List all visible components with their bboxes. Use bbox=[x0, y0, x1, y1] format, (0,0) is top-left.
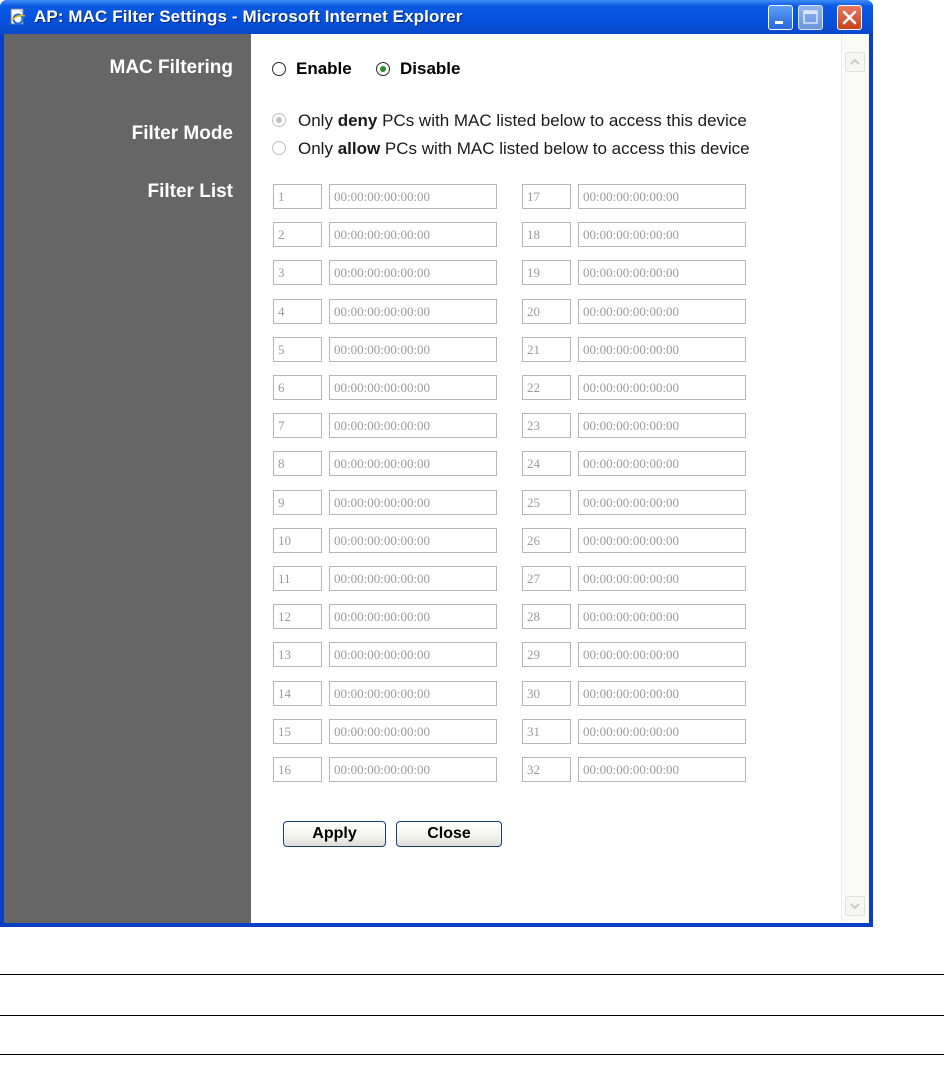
filter-index-field[interactable]: 19 bbox=[522, 260, 571, 285]
mac-address-field[interactable]: 00:00:00:00:00:00 bbox=[578, 184, 746, 209]
mac-address-field[interactable]: 00:00:00:00:00:00 bbox=[578, 375, 746, 400]
filter-index-field[interactable]: 23 bbox=[522, 413, 571, 438]
mac-address-field[interactable]: 00:00:00:00:00:00 bbox=[329, 451, 497, 476]
disable-radio[interactable] bbox=[376, 62, 390, 76]
deny-mode-label: Only deny PCs with MAC listed below to access this device bbox=[298, 111, 747, 130]
mac-address-field[interactable]: 00:00:00:00:00:00 bbox=[578, 413, 746, 438]
mac-address-field[interactable]: 00:00:00:00:00:00 bbox=[329, 528, 497, 553]
settings-form bbox=[251, 34, 841, 923]
mac-address-field[interactable]: 00:00:00:00:00:00 bbox=[329, 490, 497, 515]
mac-address-field[interactable]: 00:00:00:00:00:00 bbox=[329, 375, 497, 400]
minimize-button[interactable] bbox=[768, 5, 793, 30]
filter-index-field[interactable]: 10 bbox=[273, 528, 322, 553]
ie-page-icon bbox=[9, 8, 27, 26]
chevron-down-icon bbox=[846, 897, 864, 915]
filter-index-field[interactable]: 15 bbox=[273, 719, 322, 744]
mac-address-field[interactable]: 00:00:00:00:00:00 bbox=[578, 566, 746, 591]
filter-index-field[interactable]: 20 bbox=[522, 299, 571, 324]
enable-radio-label: Enable bbox=[296, 59, 352, 78]
scroll-up-button[interactable] bbox=[845, 52, 865, 72]
window-title: AP: MAC Filter Settings - Microsoft Internet Explorer bbox=[34, 7, 463, 26]
apply-button[interactable]: Apply bbox=[283, 821, 386, 847]
mac-address-field[interactable]: 00:00:00:00:00:00 bbox=[578, 490, 746, 515]
filter-index-field[interactable]: 11 bbox=[273, 566, 322, 591]
close-button[interactable]: Close bbox=[396, 821, 502, 847]
maximize-icon bbox=[799, 6, 822, 29]
mac-address-field[interactable]: 00:00:00:00:00:00 bbox=[578, 299, 746, 324]
mac-address-field[interactable]: 00:00:00:00:00:00 bbox=[578, 222, 746, 247]
filter-index-field[interactable]: 2 bbox=[273, 222, 322, 247]
filter-index-field[interactable]: 14 bbox=[273, 681, 322, 706]
vertical-scrollbar[interactable] bbox=[841, 34, 869, 923]
filter-index-field[interactable]: 13 bbox=[273, 642, 322, 667]
mac-address-field[interactable]: 00:00:00:00:00:00 bbox=[578, 757, 746, 782]
filter-index-field[interactable]: 27 bbox=[522, 566, 571, 591]
mac-address-field[interactable]: 00:00:00:00:00:00 bbox=[578, 260, 746, 285]
filter-index-field[interactable]: 5 bbox=[273, 337, 322, 362]
scroll-down-button[interactable] bbox=[845, 896, 865, 916]
label-column bbox=[4, 34, 251, 923]
page-content bbox=[4, 34, 869, 923]
close-window-button[interactable] bbox=[837, 5, 862, 30]
filter-index-field[interactable]: 1 bbox=[273, 184, 322, 209]
chevron-up-icon bbox=[846, 53, 864, 71]
horizontal-rule bbox=[0, 974, 944, 975]
mac-address-field[interactable]: 00:00:00:00:00:00 bbox=[578, 642, 746, 667]
disable-radio-label: Disable bbox=[400, 59, 461, 78]
filter-index-field[interactable]: 31 bbox=[522, 719, 571, 744]
mac-filtering-label: MAC Filtering bbox=[109, 57, 233, 78]
mac-address-field[interactable]: 00:00:00:00:00:00 bbox=[329, 413, 497, 438]
filter-index-field[interactable]: 8 bbox=[273, 451, 322, 476]
horizontal-rule bbox=[0, 1015, 944, 1016]
filter-index-field[interactable]: 17 bbox=[522, 184, 571, 209]
mac-address-field[interactable]: 00:00:00:00:00:00 bbox=[329, 260, 497, 285]
filter-index-field[interactable]: 21 bbox=[522, 337, 571, 362]
filter-mode-label: Filter Mode bbox=[131, 123, 233, 144]
mac-address-field[interactable]: 00:00:00:00:00:00 bbox=[578, 604, 746, 629]
close-icon bbox=[838, 6, 861, 29]
mac-address-field[interactable]: 00:00:00:00:00:00 bbox=[578, 528, 746, 553]
deny-mode-radio[interactable] bbox=[272, 113, 286, 127]
filter-index-field[interactable]: 4 bbox=[273, 299, 322, 324]
maximize-button[interactable] bbox=[798, 5, 823, 30]
filter-index-field[interactable]: 18 bbox=[522, 222, 571, 247]
mac-address-field[interactable]: 00:00:00:00:00:00 bbox=[329, 681, 497, 706]
mac-address-field[interactable]: 00:00:00:00:00:00 bbox=[578, 451, 746, 476]
mac-address-field[interactable]: 00:00:00:00:00:00 bbox=[329, 642, 497, 667]
title-bar[interactable] bbox=[0, 0, 873, 34]
mac-address-field[interactable]: 00:00:00:00:00:00 bbox=[329, 719, 497, 744]
filter-index-field[interactable]: 29 bbox=[522, 642, 571, 667]
filter-index-field[interactable]: 32 bbox=[522, 757, 571, 782]
mac-address-field[interactable]: 00:00:00:00:00:00 bbox=[578, 681, 746, 706]
mac-address-field[interactable]: 00:00:00:00:00:00 bbox=[329, 604, 497, 629]
filter-index-field[interactable]: 24 bbox=[522, 451, 571, 476]
filter-index-field[interactable]: 3 bbox=[273, 260, 322, 285]
filter-index-field[interactable]: 6 bbox=[273, 375, 322, 400]
allow-mode-radio[interactable] bbox=[272, 141, 286, 155]
filter-index-field[interactable]: 16 bbox=[273, 757, 322, 782]
mac-address-field[interactable]: 00:00:00:00:00:00 bbox=[578, 337, 746, 362]
mac-address-field[interactable]: 00:00:00:00:00:00 bbox=[329, 299, 497, 324]
filter-index-field[interactable]: 25 bbox=[522, 490, 571, 515]
filter-index-field[interactable]: 28 bbox=[522, 604, 571, 629]
filter-index-field[interactable]: 30 bbox=[522, 681, 571, 706]
mac-address-field[interactable]: 00:00:00:00:00:00 bbox=[329, 757, 497, 782]
mac-address-field[interactable]: 00:00:00:00:00:00 bbox=[329, 566, 497, 591]
mac-address-field[interactable]: 00:00:00:00:00:00 bbox=[329, 222, 497, 247]
mac-address-field[interactable]: 00:00:00:00:00:00 bbox=[578, 719, 746, 744]
mac-address-field[interactable]: 00:00:00:00:00:00 bbox=[329, 337, 497, 362]
minimize-icon bbox=[769, 6, 792, 29]
filter-list-label: Filter List bbox=[147, 181, 233, 202]
filter-index-field[interactable]: 22 bbox=[522, 375, 571, 400]
allow-mode-label: Only allow PCs with MAC listed below to access this device bbox=[298, 139, 750, 158]
enable-radio[interactable] bbox=[272, 62, 286, 76]
filter-index-field[interactable]: 7 bbox=[273, 413, 322, 438]
filter-index-field[interactable]: 12 bbox=[273, 604, 322, 629]
mac-address-field[interactable]: 00:00:00:00:00:00 bbox=[329, 184, 497, 209]
filter-index-field[interactable]: 9 bbox=[273, 490, 322, 515]
horizontal-rule bbox=[0, 1054, 944, 1055]
filter-index-field[interactable]: 26 bbox=[522, 528, 571, 553]
